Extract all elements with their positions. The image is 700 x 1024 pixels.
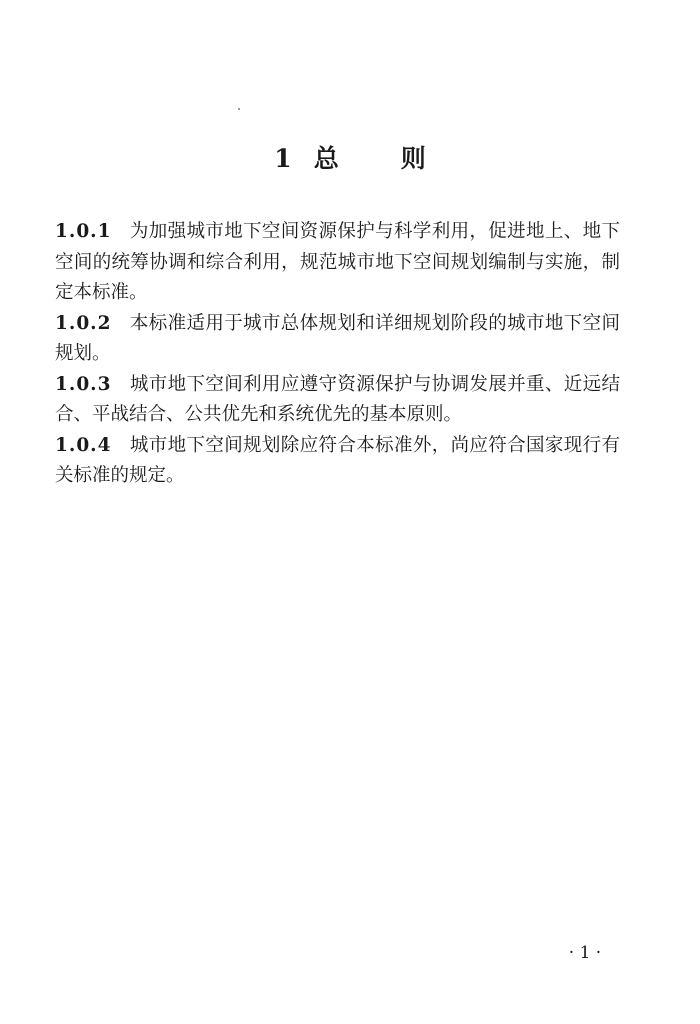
clause-1-0-4 [55,431,620,492]
chapter-title-char-1: 总 [313,143,339,173]
clause-text: 本标准适用于城市总体规划和详细规划阶段的城市地下空间规划。 [55,312,620,364]
clause-number: 1.0.1 [55,221,112,242]
clause-text: 城市地下空间利用应遵守资源保护与协调发展并重、近远结合、平战结合、公共优先和系统优先的基本原则。 [55,373,620,425]
clause-1-0-1 [55,217,620,309]
scan-speck [238,108,240,110]
clause-text: 城市地下空间规划除应符合本标准外，尚应符合国家现行有关标准的规定。 [55,434,620,486]
chapter-title [0,139,700,175]
page-number: · 1 · [568,943,602,963]
clause-number: 1.0.3 [55,373,112,395]
clause-number: 1.0.2 [55,312,112,334]
clause-number: 1.0.4 [55,434,112,456]
chapter-number: 1 [274,143,292,173]
clause-text: 为加强城市地下空间资源保护与科学利用，促进地上、地下空间的统筹协调和综合利用，规范城市地下空间规划编制与实施，制定本标准。 [55,221,620,303]
clause-list [55,217,620,492]
clause-1-0-2 [55,309,620,370]
clause-1-0-3 [55,370,620,431]
chapter-title-char-2: 则 [400,143,426,173]
